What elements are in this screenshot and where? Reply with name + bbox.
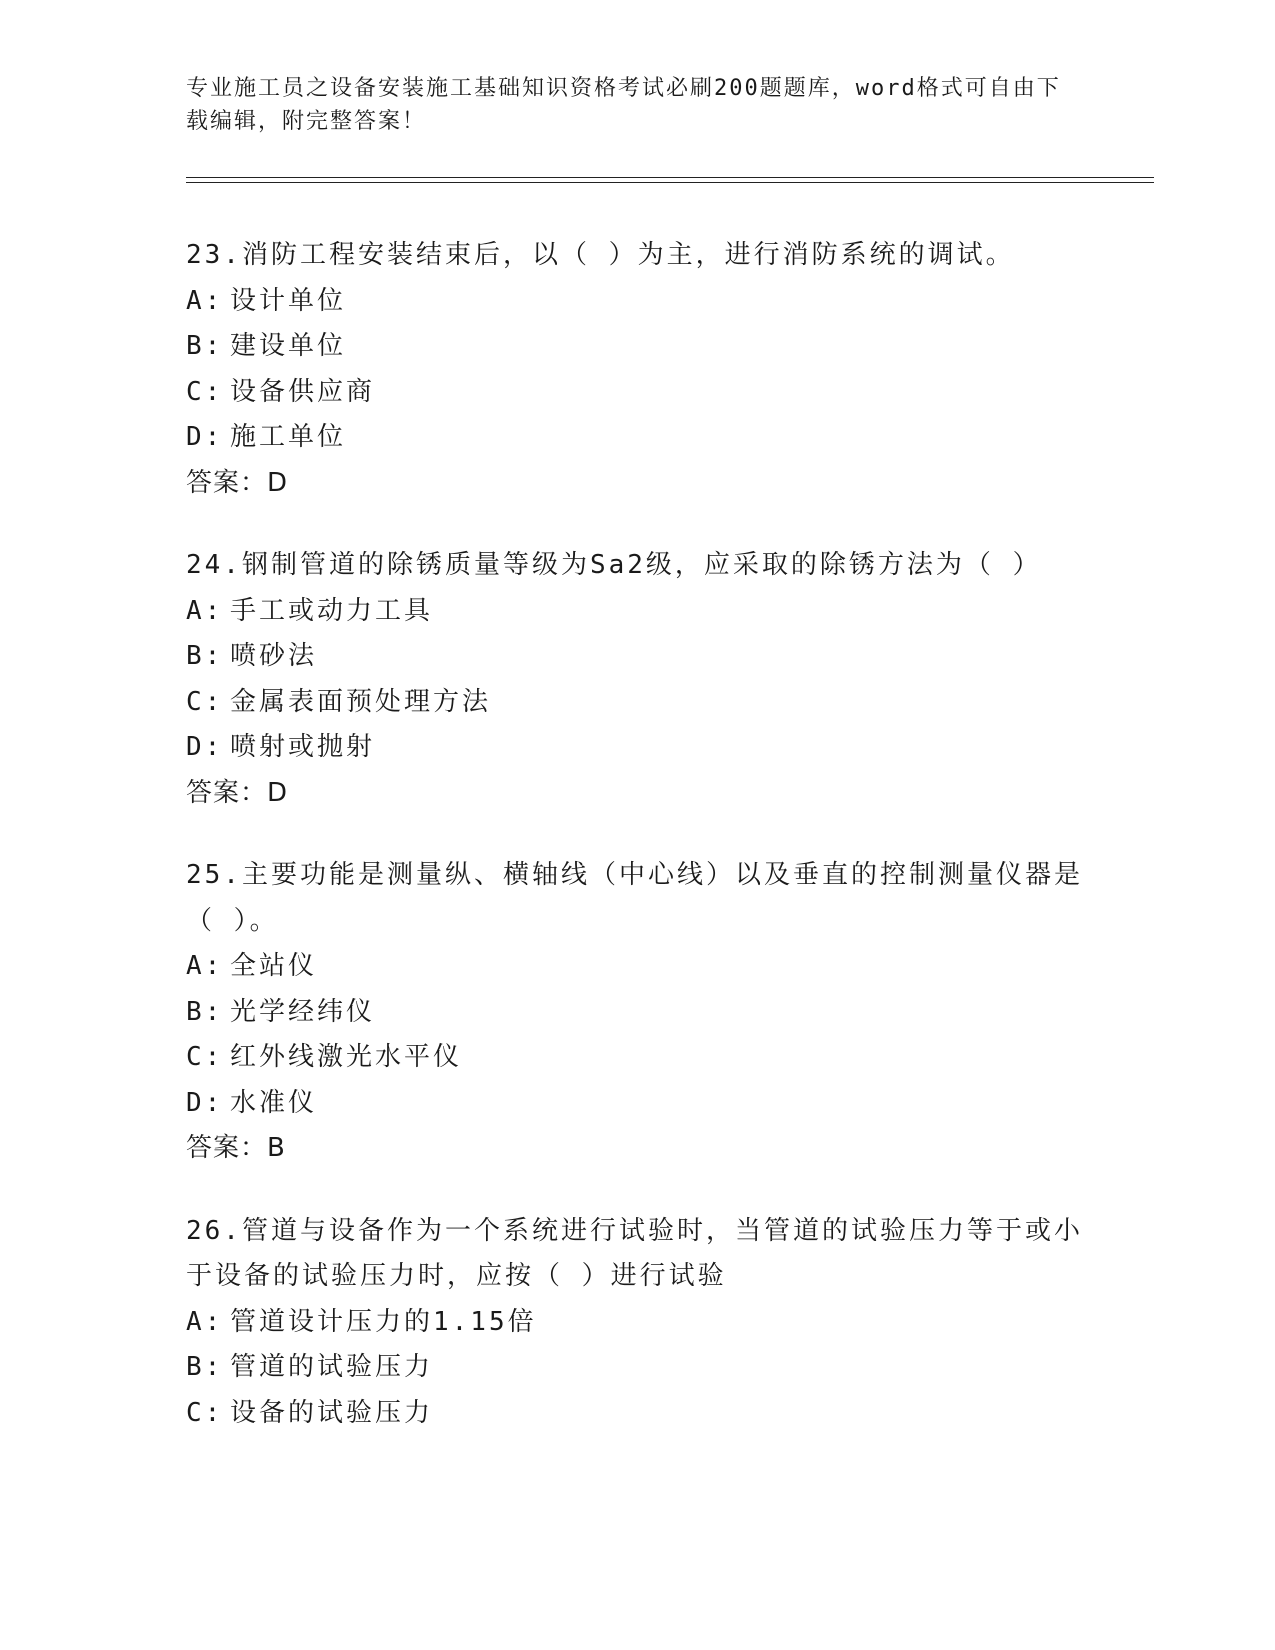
question-26 (186, 1209, 1086, 1437)
option-c (186, 680, 1086, 726)
question-list (186, 233, 1086, 1473)
option-letter: C: (186, 686, 224, 717)
option-letter: A: (186, 951, 224, 981)
option-letter: D: (186, 422, 224, 452)
option-c (186, 370, 1086, 416)
option-letter: D: (186, 1087, 224, 1118)
question-stem: 24.钢制管道的除锈质量等级为Sa2级，应采取的除锈方法为（ ） (186, 550, 1042, 580)
option-letter: A: (186, 1306, 224, 1337)
option-b (186, 990, 1086, 1036)
option-text: 建设单位 (230, 331, 347, 361)
option-text: 金属表面预处理方法 (230, 686, 492, 717)
option-text: 红外线激光水平仪 (230, 1042, 463, 1072)
option-text: 设计单位 (230, 285, 347, 316)
option-text: 管道的试验压力 (230, 1352, 434, 1382)
option-c (186, 1391, 1086, 1437)
option-letter: A: (186, 595, 224, 626)
option-text: 设备的试验压力 (230, 1397, 434, 1428)
option-text: 光学经纬仪 (230, 996, 376, 1027)
option-letter: B: (186, 641, 224, 671)
option-c (186, 1035, 1086, 1081)
option-letter: D: (186, 732, 224, 762)
option-text: 喷射或抛射 (230, 732, 376, 762)
option-b (186, 324, 1086, 370)
option-letter: C: (186, 376, 224, 407)
option-letter: C: (186, 1397, 224, 1428)
answer-line: 答案：D (186, 467, 289, 498)
answer-line: 答案：D (186, 777, 289, 808)
option-text: 喷砂法 (230, 641, 318, 671)
option-letter: B: (186, 331, 224, 361)
option-text: 施工单位 (230, 422, 347, 452)
option-d (186, 1081, 1086, 1127)
option-a (186, 589, 1086, 635)
option-d (186, 415, 1086, 461)
option-b (186, 1345, 1086, 1391)
question-stem: 23.消防工程安装结束后，以（ ）为主，进行消防系统的调试。 (186, 240, 1015, 270)
question-24 (186, 543, 1086, 816)
header-divider-top (186, 177, 1154, 178)
option-a (186, 944, 1086, 990)
option-text: 管道设计压力的1.15倍 (230, 1306, 537, 1337)
question-stem: 25.主要功能是测量纵、横轴线（中心线）以及垂直的控制测量仪器是（ ）。 (186, 860, 1083, 936)
question-stem: 26.管道与设备作为一个系统进行试验时，当管道的试验压力等于或小于设备的试验压力时，应按（ ）进行试验 (186, 1215, 1083, 1291)
header-divider-bottom (186, 182, 1154, 183)
option-letter: B: (186, 996, 224, 1027)
option-a (186, 1300, 1086, 1346)
option-text: 水准仪 (230, 1087, 318, 1118)
option-text: 设备供应商 (230, 376, 376, 407)
option-letter: C: (186, 1042, 224, 1072)
document-header: 专业施工员之设备安装施工基础知识资格考试必刷200题题库，word格式可自由下载编辑，附完整答案！ (186, 76, 1061, 134)
option-a (186, 279, 1086, 325)
option-b (186, 634, 1086, 680)
option-d (186, 725, 1086, 771)
option-text: 全站仪 (230, 951, 318, 981)
question-25 (186, 853, 1086, 1172)
option-text: 手工或动力工具 (230, 595, 434, 626)
answer-line: 答案：B (186, 1133, 286, 1163)
question-23 (186, 233, 1086, 506)
option-letter: A: (186, 285, 224, 316)
option-letter: B: (186, 1352, 224, 1382)
